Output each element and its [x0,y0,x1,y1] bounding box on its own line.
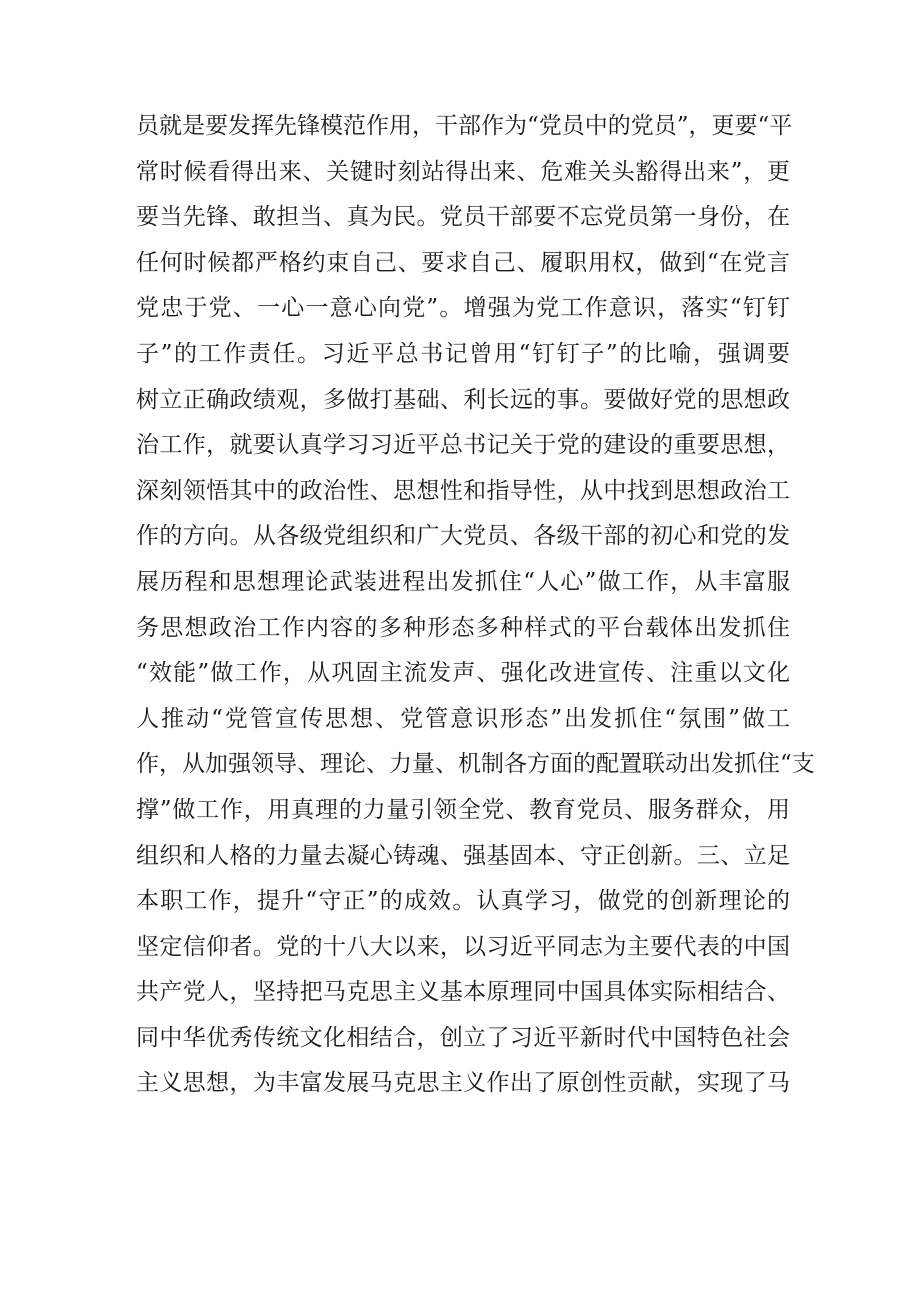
text-line: 员就是要发挥先锋模范作用，干部作为“党员中的党员”，更要“平 [136,113,793,139]
text-line: 任何时候都严格约束自己、要求自己、履职用权，做到“在党言 [136,249,790,276]
text-line: 深刻领悟其中的政治性、思想性和指导性，从中找到思想政治工 [136,477,790,504]
body-text [136,104,815,1107]
text-line: 子”的工作责任。习近平总书记曾用“钉钉子”的比喻，强调要 [136,340,790,367]
text-line: “效能”做工作，从巩固主流发声、强化改进宣传、注重以文化 [136,660,790,687]
text-line: 作，从加强领导、理论、力量、机制各方面的配置联动出发抓住“支 [136,751,815,778]
text-line: 撑”做工作，用真理的力量引领全党、教育党员、服务群众，用 [136,796,790,823]
text-line: 树立正确政绩观，多做打基础、利长远的事。要做好党的思想政 [136,386,790,413]
text-line: 主义思想，为丰富发展马克思主义作出了原创性贡献，实现了马 [136,1070,790,1097]
text-line: 作的方向。从各级党组织和广大党员、各级干部的初心和党的发 [136,523,790,550]
text-line: 同中华优秀传统文化相结合，创立了习近平新时代中国特色社会 [136,1024,790,1051]
text-line: 常时候看得出来、关键时刻站得出来、危难关头豁得出来”，更 [136,158,790,185]
text-line: 人推动“党管宣传思想、党管意识形态”出发抓住“氛围”做工 [136,705,790,732]
text-line: 坚定信仰者。党的十八大以来，以习近平同志为主要代表的中国 [136,933,790,960]
text-line: 展历程和思想理论武装进程出发抓住“人心”做工作，从丰富服 [136,568,790,595]
text-line: 党忠于党、一心一意心向党”。增强为党工作意识，落实“钉钉 [136,295,790,322]
text-line: 要当先锋、敢担当、真为民。党员干部要不忘党员第一身份，在 [136,204,790,231]
text-line: 治工作，就要认真学习习近平总书记关于党的建设的重要思想， [136,432,790,459]
text-line: 组织和人格的力量去凝心铸魂、强基固本、守正创新。三、立足 [136,842,790,869]
text-line: 务思想政治工作内容的多种形态多种样式的平台载体出发抓住 [136,614,790,641]
text-line: 本职工作，提升“守正”的成效。认真学习，做党的创新理论的 [136,888,790,915]
text-line: 共产党人，坚持把马克思主义基本原理同中国具体实际相结合、 [136,979,790,1006]
